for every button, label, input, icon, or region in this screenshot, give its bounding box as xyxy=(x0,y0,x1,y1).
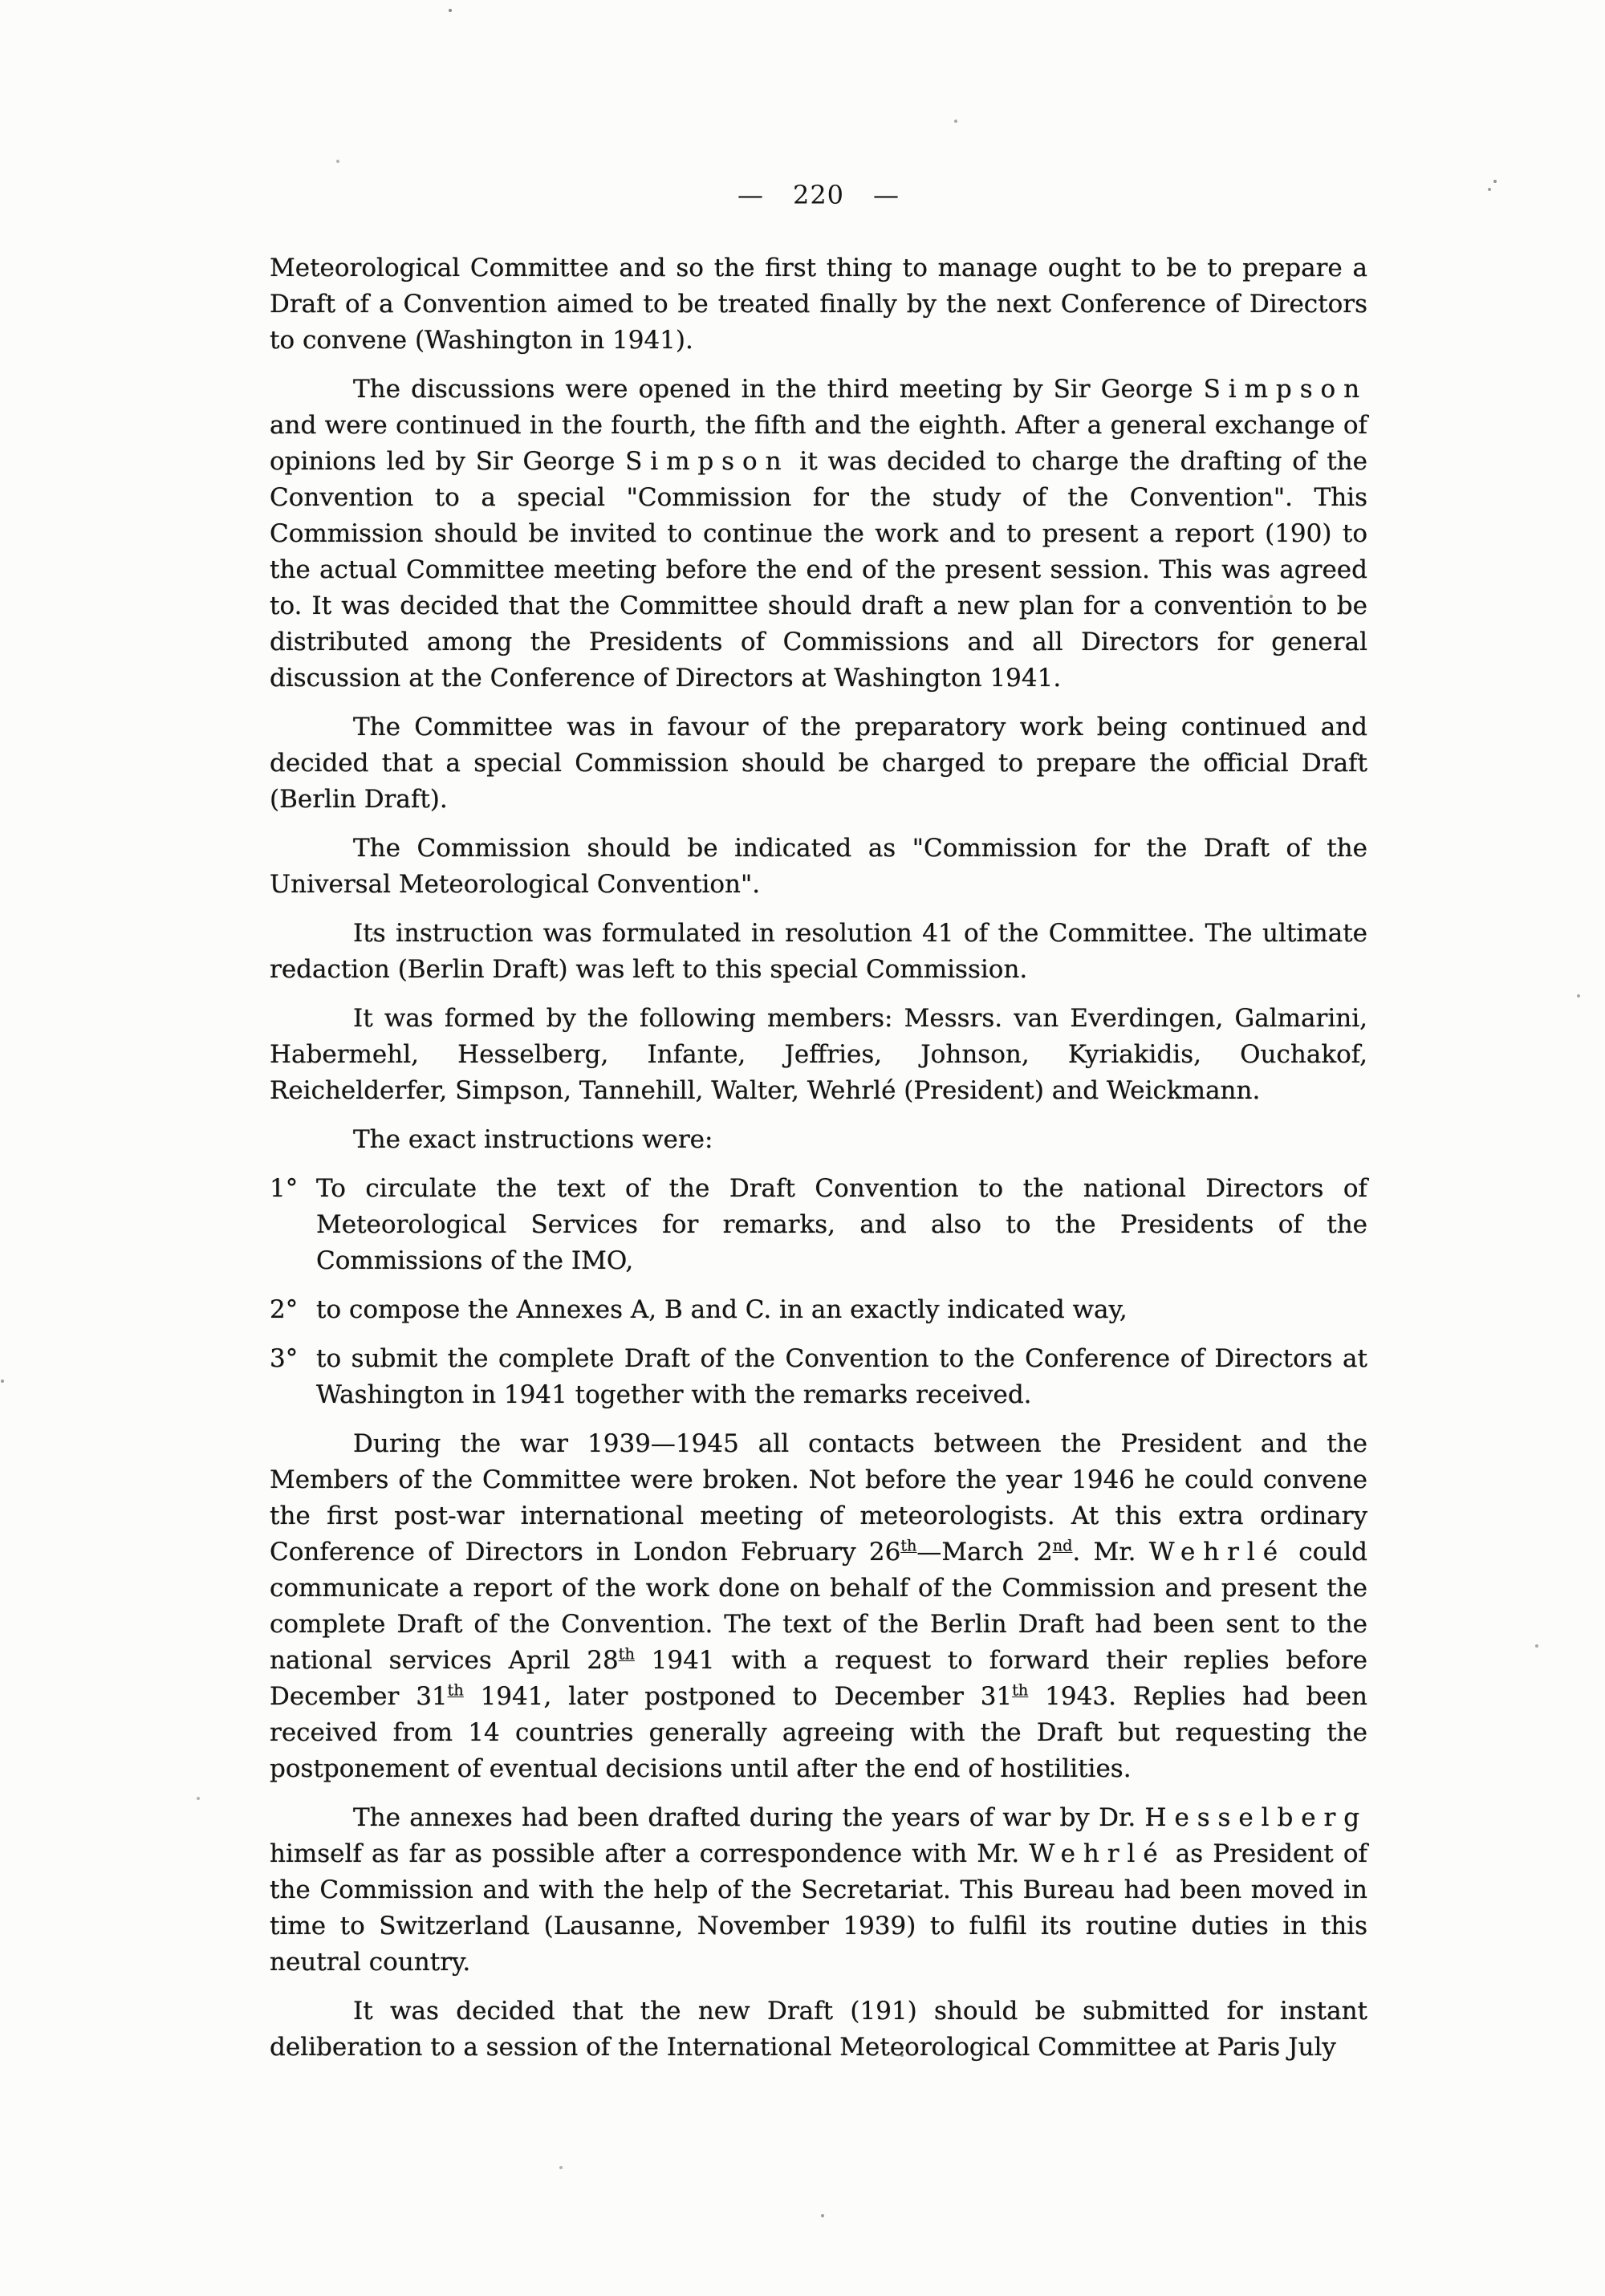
list-item-text xyxy=(316,1344,1367,1409)
text-run: The Commission should be indicated as "Commission for the Draft of the Universal Meteorological Convention". xyxy=(270,834,1367,899)
page-number-value: 220 xyxy=(792,180,845,210)
paragraph xyxy=(270,372,1367,697)
text-run: himself as far as possible after a correspondence with Mr. xyxy=(270,1839,1030,1868)
text-run: The annexes had been drafted during the years of war by Dr. xyxy=(353,1803,1145,1832)
text-run: To circulate the text of the Draft Convention to the national Directors of Meteorological Services for remarks, and also to the Presidents of the Commissions of the IMO, xyxy=(316,1174,1367,1275)
page-number-dash-right: — xyxy=(873,180,900,210)
text-run: Its instruction was formulated in resolution 41 of the Committee. The ultimate redaction (Berlin Draft) was left to this special Commission. xyxy=(270,919,1367,984)
text-run: It was formed by the following members: Messrs. van Everdingen, Galmarini, Habermehl, Hesselberg, Infante, Jeffries, Johnson, Kyriakidis, Ouchakof, Reichelderfer, Simpson, Tannehill, Walter, Wehrlé (President) and Weickmann. xyxy=(270,1004,1367,1105)
text-run: Meteorological Committee and so the first thing to manage ought to be to prepare a Draft of a Convention aimed to be treated finally by the next Conference of Directors to convene (Washington in 1941). xyxy=(270,254,1367,355)
text-run: to compose the Annexes A, B and C. in an exactly indicated way, xyxy=(316,1295,1128,1324)
page-number xyxy=(270,180,1367,210)
text-run: —March 2 xyxy=(916,1538,1053,1567)
paragraph xyxy=(270,1001,1367,1109)
list-item-text xyxy=(316,1295,1128,1324)
letterspaced-name: Simpson xyxy=(1203,375,1367,404)
text-run: and were continued in the fourth, the fifth and the eighth. After a general exchange of opinions led by Sir George xyxy=(270,411,1367,476)
paragraph xyxy=(270,1800,1367,1981)
text-run: The Committee was in favour of the preparatory work being continued and decided that a special Commission should be charged to prepare the official Draft (Berlin Draft). xyxy=(270,713,1367,814)
list-item xyxy=(270,1341,1367,1413)
letterspaced-name: Hesselberg xyxy=(1144,1803,1367,1832)
paragraph xyxy=(270,1426,1367,1787)
paragraph xyxy=(270,1122,1367,1158)
text-run: could communicate a report of the work done on behalf of the Commission and present the complete Draft of the Convention. The text of the Berlin Draft had been sent to the national services April 28 xyxy=(270,1538,1368,1675)
list-item xyxy=(270,1171,1367,1279)
paragraph xyxy=(270,709,1367,818)
paragraph xyxy=(270,1993,1367,2066)
superscript-text: nd xyxy=(1052,1536,1073,1555)
list-item-text xyxy=(316,1174,1367,1275)
page-body xyxy=(270,250,1367,2079)
text-run: as President of the Commission and with the help of the Secretariat. This Bureau had been moved in time to Switzerland (Lausanne, November 1939) to fulfil its routine duties in this neutral country. xyxy=(270,1839,1367,1977)
letterspaced-name: Wehrlé xyxy=(1029,1839,1166,1868)
text-run: During the war 1939—1945 all contacts between the President and the Members of the Committee were broken. Not before the year 1946 he could convene the first post-war international meeting of meteorologists. At this extra ordinary Conference of Directors in London February 26 xyxy=(270,1429,1367,1567)
superscript-text: th xyxy=(618,1644,635,1664)
superscript-text: th xyxy=(1012,1680,1029,1700)
page-number-dash-left: — xyxy=(737,180,764,210)
list-marker: 1° xyxy=(270,1174,299,1203)
list-marker: 2° xyxy=(270,1295,299,1324)
paragraph xyxy=(270,916,1367,988)
letterspaced-name: Wehrlé xyxy=(1148,1538,1286,1567)
list-item xyxy=(270,1292,1367,1328)
paragraph xyxy=(270,250,1367,359)
letterspaced-name: Simpson xyxy=(625,447,790,476)
paragraph xyxy=(270,831,1367,903)
scan-noise xyxy=(0,0,2,2)
superscript-text: th xyxy=(900,1536,917,1555)
text-run: 1941 with a request to forward their replies before December 31 xyxy=(270,1646,1367,1711)
text-run: The exact instructions were: xyxy=(353,1125,713,1154)
text-run: to submit the complete Draft of the Convention to the Conference of Directors at Washington in 1941 together with the remarks received. xyxy=(316,1344,1367,1409)
text-run: 1943. Replies had been received from 14 countries generally agreeing with the Draft but requesting the postponement of eventual decisions until after the end of hostilities. xyxy=(270,1682,1367,1783)
text-run: It was decided that the new Draft (191) should be submitted for instant deliberation to a session of the International Meteorological Committee at Paris July xyxy=(270,1997,1367,2062)
text-run: 1941, later postponed to December 31 xyxy=(463,1682,1013,1711)
text-run: it was decided to charge the drafting of the Convention to a special "Commission for the study of the Convention". This Commission should be invited to continue the work and to present a report (190) to the actual Committee meeting before the end of the present session. This was agreed to. It was decided that the Committee should draft a new plan for a convention to be distributed among the Presidents of Commissions and all Directors for general discussion at the Conference of Directors at Washington 1941. xyxy=(270,447,1367,693)
superscript-text: th xyxy=(447,1680,464,1700)
list-marker: 3° xyxy=(270,1344,299,1373)
text-run: The discussions were opened in the third meeting by Sir George xyxy=(353,375,1204,404)
text-run: . Mr. xyxy=(1072,1538,1149,1567)
